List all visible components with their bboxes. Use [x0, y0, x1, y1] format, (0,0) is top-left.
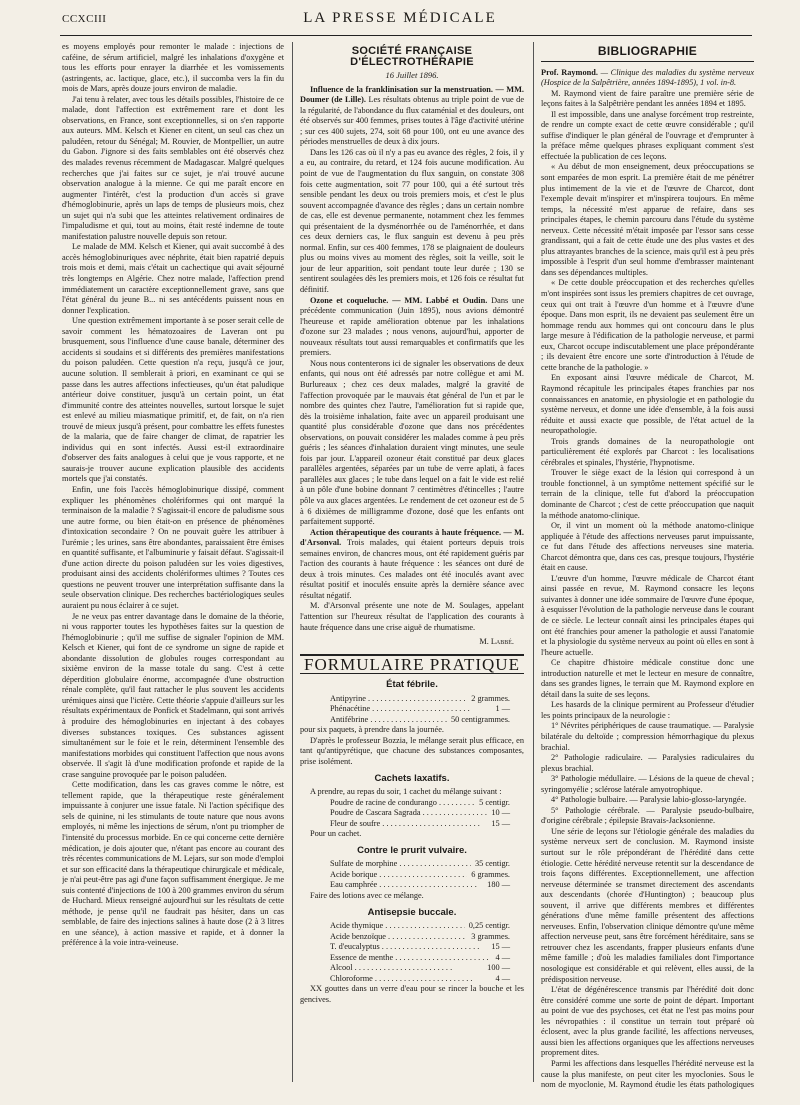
item-body: Les résultats obtenus au triple point de vue de la régularité, de l'abondance du flux cataménial et des douleurs, ont été observés sur 400 femmes, prises toutes à l'âge d'activité utérine ; sur ces 400 sujets, 274, soit 68 pour 100, ont eu une avance des périodes menstruelles de deux à dix jours.: [300, 95, 524, 147]
formula-line: Acide thymique . . . 0,25 centigr.: [300, 921, 524, 932]
column-left: [62, 42, 284, 1092]
paragraph: Je ne veux pas entrer davantage dans le domaine de la théorie, ni vous rapporter toutes les hypothèses faites sur la question de l'hémoglobinurie ; qu'il me suffise de signaler l'opinion de MM. Kelsch et Kiener, qui font de ce syndrome un signe de rapide et abondante dissolution de globules rouges correspondant au sixième environ de la masse totale du sang. C'est à cette déperdition globulaire énorme, accompagnée d'une obstruction rénale complète, qu'il faut rattacher le plus souvent les accidents urémiques ainsi que l'ictère. Cette théorie s'appuie d'ailleurs sur les résultats expérimentaux de Ponfick et Stadelmann, qui sont arrivés à produire des hémoglobinuries en injectant à des cobayes diverses substances toxiques. Ces substances agissent simultanément sur le foie et le rein, déterminent l'ensemble des manifestations morbides qui constituent l'affection que nous avons observée. Il s'agit là d'une modification profonde et rapide de la crase sanguine provoquée par le poison paludéen.: [62, 611, 284, 779]
formula-text: Pour un cachet.: [309, 829, 362, 839]
item-lead: Action thérapeutique des courants à haute fréquence. — M. d'Arsonval.: [300, 527, 524, 548]
formula-line: T. d'eucalyptus . . . 15 —: [300, 942, 524, 953]
paragraph: L'œuvre d'un homme, l'œuvre médicale de Charcot étant ainsi passée en revue, M. Raymond consacre les leçons suivantes à donner une idée sommaire de l'œuvre d'une époque, à esquisser l'évolution de la pathologie nerveuse dans le courant de ce siècle. Le lecteur connaît ainsi les principales étapes qui ont été franchies pour amener la pathologie et aussi l'anatomie et la physiologie du système nerveux au point où elles en sont à l'heure actuelle.: [541, 573, 754, 657]
header-rule: [60, 35, 752, 36]
paragraph: Trouver le siège exact de la lésion qui correspond à un trouble fonctionnel, à un symptôme nettement spécifié sur le terrain de la clinique, telle fut d'abord la préoccupation dominante de Charcot ; c'est de cette préoccupation que naquit la méthode anatomo-clinique.: [541, 468, 754, 520]
bibliographie-title: BIBLIOGRAPHIE: [541, 46, 754, 62]
paragraph: Or, il vint un moment où la méthode anatomo-clinique appliquée à l'étude des affections nerveuses parut impuissante, ce fut dans l'étude des affections nerveuses sine materia. Charcot démontra que, dans ces cas, presque toujours, l'hystérie était en cause.: [541, 521, 754, 573]
column-middle: [300, 42, 524, 1092]
item-lead: Ozone et coqueluche. — MM. Labbé et Oudin.: [309, 295, 488, 305]
journal-title: LA PRESSE MÉDICALE: [303, 10, 497, 26]
paragraph: 3° Pathologie médullaire. — Lésions de la queue de cheval ; syringomyélie ; sclérose latérale amyotrophique.: [541, 774, 754, 794]
section-date: 16 Juillet 1896.: [385, 70, 439, 81]
paragraph: es moyens employés pour remonter le malade : injections de caféine, de sérum artificiel, malgré les inhalations d'oxygène et tous les efforts pour enrayer la diarrhée et les vomissements (astringents, ac. lactique, glace, etc.), il succomba vers la fin du mois de Mars, après douze jours environ de maladie.: [62, 42, 284, 94]
paragraph: L'état de dégénérescence transmis par l'hérédité doit donc être considéré comme une sorte de point de départ. Important au point de vue des psychoses, cet état ne l'est pas moins pour les névropathies : il constitue un terrain tout préparé où éclosent, avec la plus grande facilité, les affections nerveuses, aussi bien les affections organiques que les affections nerveuses proprement dites.: [541, 985, 754, 1058]
column-divider: [292, 42, 293, 1082]
paragraph: 4° Pathologie bulbaire. — Paralysie labio-glosso-laryngée.: [550, 795, 747, 805]
paragraph: Le malade de MM. Kelsch et Kiener, qui avait succombé à des accès hémoglobinuriques avec néphrite, était bien rapatrié depuis trois mois et demi, mais c'était un cachectique qui avait séjourné très longtemps en Algérie. Chez notre malade, l'affection prend immédiatement un caractère exceptionnellement grave, sans que l'état général du jeune B... ni ses antécédents puissent nous en donner l'explication.: [62, 242, 284, 315]
paragraph: 5° Pathologie cérébrale. — Paralysie pseudo-bulbaire, d'origine cérébrale ; épilepsie Bravais-Jacksonienne.: [541, 805, 754, 826]
paragraph: Nous nous contenterons ici de signaler les observations de deux enfants, qui nous ont été adressés par notre collègue et ami M. Burlureaux ; chez ces deux malades, malgré la gravité de l'affection provoquée par le mauvais état général de l'un et par le nombre des quintes chez l'autre, l'amélioration fut si rapide que, dès la troisième inhalation, faite avec un appareil produisant une quantité plus considérable d'ozone que dans nos précédentes observations, on pouvait considérer les malades comme à peu près guéris ; les séances d'inhalation duraient vingt minutes, une seule fois par jour. L'appareil ozoneur était constitué par deux glaces parallèles argentées, séparées par un tube de verre aplati, à faces parallèles aux glaces ; le tube dans lequel on a fait le vide est relié à un pôle d'une bobine donnant 7 centimètres d'étincelles ; l'autre pôle va aux glaces argentées. Le rendement de cet ozoneur est de 5 à 6 dixièmes de milligramme d'ozone, dosé que les enfants ont parfaitement supporté.: [300, 358, 524, 527]
entry-title: — Clinique des maladies du système nerveux (Hospice de la Salpêtrière, années 1894-1895), 1 vol. in-8.: [541, 67, 754, 88]
paragraph: M. Raymond vient de faire paraître une première série de leçons faites à la Salpêtrière pendant les années 1894 et 1895.: [541, 88, 754, 109]
formula-line: Antipyrine . . . 2 grammes.: [300, 694, 524, 705]
paragraph: Enfin, une fois l'accès hémoglobinurique dissipé, comment expliquer les phénomènes cholériformes qui ont marqué la terminaison de la maladie ? S'agissait-il encore de paludisme sous une autre forme, ou bien était-on en présence de phénomènes d'intoxication secondaire ? On ne pouvait guère les attribuer à l'urémie ; les urines, sans être abondantes, paraissaient être émises en quantité suffisante, et l'albuminurie y faisait défaut. S'agissait-il d'une action directe du poison paludéen sur les voies digestives, produisant ainsi des accidents cholériformes ultimes ? Toutes ces questions ne peuvent trouver une interprétation suffisante dans la seule observation clinique. Des recherches bactériologiques seules auraient pu nous éclairer à ce sujet.: [62, 484, 284, 610]
formula-line: Fleur de soufre . . . 15 —: [300, 819, 524, 830]
paragraph: Trois grands domaines de la neuropathologie ont particulièrement été explorés par Charcot : les localisations cérébrales et spinales, l'hystérie, l'hypnotisme.: [541, 436, 754, 467]
paragraph: « De cette double préoccupation et des recherches qu'elles m'ont inspirées sont issus les premiers chapitres de cet ouvrage, ceux qui ont trait à l'œuvre d'un homme et à l'œuvre d'une époque. Dans mon esprit, ils ne devaient pas seulement être un hommage rendu aux hommes qui ont concouru dans le plus large mesure à l'édification de la pathologie nerveuse, et parmi eux, Charcot occupe indiscutablement une place prépondérante ; ils devaient être encore une sorte d'introduction à l'étude de cette branche de la pathologie. »: [541, 278, 754, 372]
paragraph: Cette modification, dans les cas graves comme le nôtre, est tellement rapide, que la thérapeutique reste généralement impuissante à conjurer une issue fatale. Ni l'action spécifique des sels de quinine, ni les stimulants de toute nature que nous avons employés, ni même les injections de sérum, n'ont pu triompher de l'intensité du processus morbide. En ce qui concerne cette dernière médication, je dois ajouter que, n'étant pas encore au courant des très récentes communications de M. Lejars, sur son mode d'emploi et sur son efficacité dans la thérapeutique chirurgicale et médicale, je n'ai peut-être pas agi d'une façon suffisamment énergique. Je me suis contenté d'injections de 100 à 200 grammes environ du sérum de Huchard. Mieux renseigné aujourd'hui sur les résultats de cette méthode, je pense qu'il ne faudrait pas hésiter, dans un cas semblable, de faire des injections salines à haute dose (2 à 3 litres en une séance), à action massive et rapide, et à donner la préférence à la voie intra-veineuse.: [62, 780, 284, 948]
paragraph: Il est impossible, dans une analyse forcément trop restreinte, de rendre un compte exact de cette œuvre considérable ; qu'il suffise d'indiquer le plan général de l'ouvrage et d'emprunter à la préface même quelques phrases expliquant comment s'est effectuée la publication de ces leçons.: [541, 109, 754, 161]
paragraph: 2° Pathologie radiculaire. — Paralysies radiculaires du plexus brachial.: [541, 753, 754, 773]
column-right: [541, 42, 754, 1092]
paragraph: J'ai tenu à relater, avec tous les détails possibles, l'histoire de ce malade, dont l'affection est extrêmement rare et dont les observations, en France, sont exceptionnelles, si on s'en rapporte aux auteurs. MM. Kelsch et Kiener en citent, un seul cas chez un paludéen, retour du Sénégal; M. Rouvier, de Montpellier, un autre du Gabon. J'ignore si des faits semblables ont été observés chez des malades revenus récemment de Madagascar. Malgré quelques recherches que j'ai faites sur ce sujet, je n'ai trouvé aucune observation analogue à la mienne. Ce qui me paraît encore en augmenter l'intérêt, c'est la production d'un accès si grave d'hémoglobinurie, après un laps de temps de plusieurs mois, chez un sujet qui n'a subi que les atteintes relativement ordinaires de l'impaludisme et qui, tout au moins, était resté indemne de toute manifestation palustre nouvelle depuis son retour.: [62, 94, 284, 241]
formula-line: Alcool . . . 100 —: [300, 963, 524, 974]
formula-line: Eau camphrée . . . 180 —: [300, 880, 524, 891]
formula-title: Contre le prurit vulvaire.: [357, 844, 467, 856]
formula-line: Essence de menthe . . . 4 —: [300, 953, 524, 964]
paragraph: En exposant ainsi l'œuvre médicale de Charcot, M. Raymond récapitule les principales étapes franchies par nos connaissances en anatomie, en physiologie et en pathologie du système nerveux, et donne une idée d'ensemble, à la fois aussi réduite et aussi exacte que possible, de l'état actuel de la neuropathologie.: [541, 373, 754, 436]
formula-line: Poudre de Cascara Sagrada . . . 10 —: [300, 808, 524, 819]
column-divider: [533, 42, 534, 1082]
formula-note: D'après le professeur Bozzia, le mélange serait plus efficace, en tant qu'antipyrétique, que chacune des substances composantes, prise isolément.: [300, 735, 524, 766]
formula-title: État fébrile.: [386, 679, 438, 691]
paragraph: M. d'Arsonval présente une note de M. Soulages, appelant l'attention sur l'heureux résultat de l'application des courants à haute fréquence dans une crise aiguë de rhumatisme.: [300, 601, 524, 632]
signature: M. Labbé.: [479, 637, 514, 647]
item-lead: Influence de la franklinisation sur la menstruation. — MM. Doumer (de Lille).: [300, 84, 524, 105]
formula-line: Sulfate de morphine . . . 35 centigr.: [300, 859, 524, 870]
paragraph: 1° Névrites périphériques de cause traumatique. — Paralysie bilatérale du deltoïde ; compression hémorrhagique du plexus brachial.: [541, 721, 754, 752]
formula-line: Chloroforme . . . 4 —: [300, 974, 524, 985]
paragraph: Les hasards de la clinique permirent au Professeur d'étudier les points principaux de la neurologie :: [541, 700, 754, 720]
formula-title: Antisepsie buccale.: [367, 906, 457, 918]
formula-line: Phénacétine . . . 1 —: [300, 704, 524, 715]
paragraph: Dans les 126 cas où il n'y a pas eu avance des règles, 2 fois, il y a eu, au contraire, du retard, et 124 fois aucune modification. Au point de vue de l'augmentation du flux sanguin, on constate 308 fois cette augmentation, soit 77 pour 100, qui a été surtout très sensible pendant les deux ou trois premiers mois, et c'est le plus souvent accompagnée d'avance des règles ; dans un certain nombre de cas, elle est devenue permanente, notamment chez les femmes qui présentaient de la dysménorrhée ou de l'aménorrhée, et dans ces deux derniers cas, le flux sanguin est devenu à peu près normal. Enfin, sur ces 400 femmes, 178 se plaignaient de douleurs plus ou moins vives au moment des règles, soit la veille, soit le jour de leur apparition, soit pendant toute leur durée ; 130 se sentirent soulagées dès les premiers mois, et 126 fois ce résultat fut définitif.: [300, 147, 524, 295]
formula-line: Acide benzoïque . . . 3 grammes.: [300, 932, 524, 943]
formula-line: Acide borique . . . 6 grammes.: [300, 870, 524, 881]
paragraph: Parmi les affections dans lesquelles l'hérédité nerveuse est la cause la plus manifeste, on peut citer les myoclonies. Sous le nom de myoclonie, M. Raymond étudie les états pathologiques: [541, 1058, 754, 1090]
page-number: CCXCIII: [62, 13, 107, 25]
formulaire-title: FORMULAIRE PRATIQUE: [304, 654, 520, 674]
entry-author: Prof. Raymond.: [541, 67, 598, 77]
formula-text: XX gouttes dans un verre d'eau pour se rincer la bouche et les gencives.: [300, 984, 524, 1004]
formula-line: Poudre de racine de condurango . . . 5 centigr.: [300, 798, 524, 809]
item-body: Trois malades, qui étaient porteurs depuis trois semaines environ, de chancres mous, ont été rapidement guéris par l'action des courants à haute fréquence : les séances ont duré de deux à trois minutes. Ces malades ont été inoculés avant avec résultat positif et inoculés ensuite après la dernière séance avec résultat négatif.: [300, 538, 524, 600]
formula-line: Antifébrine . . . 50 centigrammes.: [300, 715, 524, 726]
formula-title: Cachets laxatifs.: [374, 772, 450, 784]
formula-intro: A prendre, au repas du soir, 1 cachet du mélange suivant :: [309, 787, 502, 797]
formulaire-header: [300, 654, 524, 675]
section-title: SOCIÉTÉ FRANÇAISE D'ÉLECTROTHÉRAPIE: [350, 45, 474, 68]
formula-text: pour six paquets, à prendre dans la journée.: [300, 725, 444, 735]
item-body: Dans une précédente communication (Juin 1895), nous avions démontré l'heureuse et rapide amélioration obtenue par les inhalations d'ozone sur 23 malades ; nous venons, aujourd'hui, apporter de nouveaux résultats tout aussi remarquables et confirmatifs que les premiers.: [300, 295, 524, 358]
formula-text: Faire des lotions avec ce mélange.: [309, 891, 424, 901]
paragraph: Une série de leçons sur l'étiologie générale des maladies du système nerveux sert de conclusion. M. Raymond insiste surtout sur le rôle prépondérant de l'hérédité dans cette étiologie. Cette hérédité nerveuse retentit sur la descendance de trois façons différentes. Exceptionnellement, une affection nerveuse déterminée se transmet directement des ascendants aux descendants (chorée d'Huntington) ; beaucoup plus souvent, il arrive que différents membres et différentes générations d'une même famille présentent des affections nerveuses. Enfin, l'observation clinique démontre qu'une même affection nerveuse peut, sans être forcément héréditaire, sans se retrouver chez les ascendants, frapper plusieurs enfants d'une même famille ; d'où les maladies familiales dont l'importance nosologique est considérable et qui relèvent, elles aussi, de la prédisposition nerveuse.: [541, 826, 754, 984]
paragraph: « Au début de mon enseignement, deux préoccupations se sont emparées de mon esprit. La première était de me pénétrer plus intimement de la vie et de l'œuvre de Charcot, dont l'exemple devait m'inspirer et m'inspirera toujours. En même temps, la nécessité m'est apparue de refaire, dans ses principales étapes, le chemin parcouru dans l'étude du système nerveux. Cette nécessité m'était imposée par l'essor sans cesse grandissant, qui a fait de cette étude une des plus vastes et des plus attrayantes branches de la science, mais qu'il est à peu près impossible à l'esprit d'un seul homme d'embrasser maintenant dans ses dépendances multiples.: [541, 162, 754, 277]
paragraph: Une question extrêmement importante à se poser serait celle de savoir comment les hématozoaires de Laveran ont pu brusquement, sous l'influence d'une cause banale, déterminer des accidents si soudains et si différents des premières manifestations du poison paludéen. Cette question n'a reçu, jusqu'à ce jour, aucune solution. Il semblerait à priori, en examinant ce qui se passe dans les autres affections infectieuses, qu'un état paludique antérieur doive constituer, jusqu'à un certain point, un état d'immunité contre des atteintes nouvelles, surtout lorsque le sujet est enlevé au milieu miasmatique primitif, et, de fait, on n'a rien trouvé de mieux jusqu'à présent, pour combattre les effets funestes de la malaria, que de faire changer de climat, de rapatrier les individus qui en sont infectés. Aussi est-il extraordinaire d'observer des faits analogues à celui que je vous rapporte, et ne saurais-je trouver aucune explication plausible des accidents mortels que j'ai constatés.: [62, 316, 284, 484]
paragraph: Ce chapitre d'histoire médicale constitue donc une introduction naturelle et met le lecteur en mesure de connaître, dans ses grandes lignes, le terrain que M. Raymond explore en détail dans la suite de ses leçons.: [541, 658, 754, 699]
